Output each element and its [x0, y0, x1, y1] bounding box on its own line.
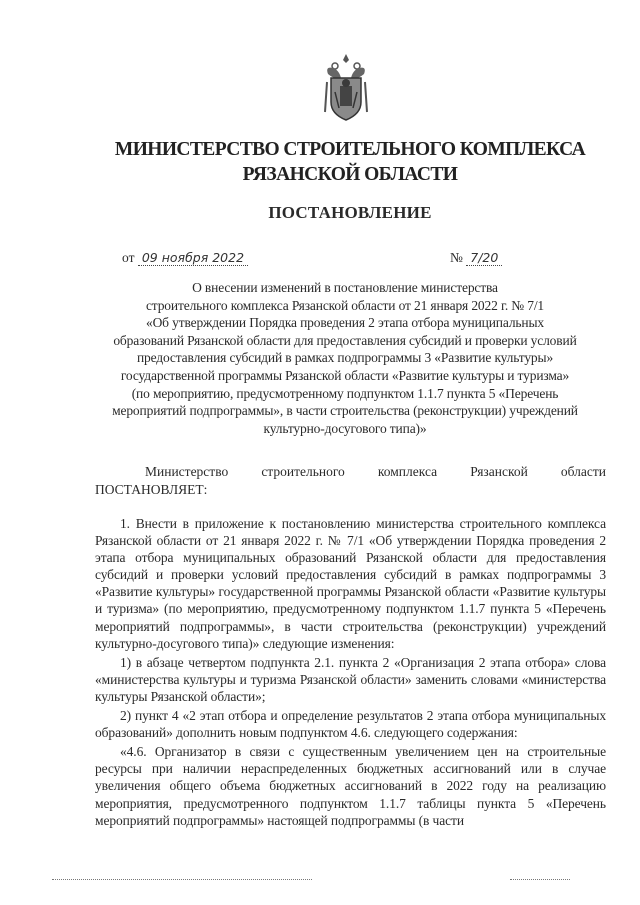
- footer-mark: [52, 878, 312, 880]
- number-prefix: №: [450, 250, 463, 265]
- body-paragraph: 2) пункт 4 «2 этап отбора и определение результатов 2 этапа отбора муниципальных образований» дополнить новым подпунктом 4.6. следующего содержания:: [95, 708, 606, 741]
- decree-line-ministry: Министерство строительного комплекса Рязанской области: [145, 464, 606, 479]
- subject-line: «Об утверждении Порядка проведения 2 этапа отбора муниципальных: [145, 315, 545, 331]
- decree-statement: [95, 463, 606, 498]
- document-number: [450, 250, 502, 266]
- ministry-title: [100, 137, 600, 187]
- ministry-title-line1: МИНИСТЕРСТВО СТРОИТЕЛЬНОГО КОМПЛЕКСА: [114, 139, 586, 160]
- subject-line: (по мероприятию, предусмотренному подпунктом 1.1.7 пункта 5 «Перечень: [131, 385, 559, 401]
- date-prefix: от: [122, 250, 135, 265]
- subject-line: О внесении изменений в постановление министерства: [192, 280, 498, 295]
- subject-line: образований Рязанской области для предоставления субсидий и проверки условий: [113, 332, 577, 348]
- decree-line-resolves: ПОСТАНОВЛЯЕТ:: [95, 481, 208, 497]
- subject-line: строительного комплекса Рязанской области от 21 января 2022 г. № 7/1: [145, 297, 545, 313]
- footer-mark: [510, 878, 570, 880]
- subject-line: культурно-досугового типа)»: [263, 420, 427, 436]
- ministry-title-line2: РЯЗАНСКОЙ ОБЛАСТИ: [242, 164, 458, 185]
- subject-line: мероприятий подпрограммы», в части строительства (реконструкции) учреждений: [112, 403, 578, 419]
- document-date: [122, 250, 248, 266]
- body-paragraph: 1) в абзаце четвертом подпункта 2.1. пункта 2 «Организация 2 этапа отбора» слова «министерства культуры и туризма Рязанской области» заменить словами «министерства культуры Рязанской области»;: [95, 654, 606, 704]
- date-handwritten: 09 ноября 2022: [138, 250, 248, 266]
- body-paragraph: 1. Внести в приложение к постановлению министерства строительного комплекса Рязанской области от 21 января 2022 г. № 7/1 «Об утверждении Порядка проведения 2 этапа отбора муниципальных образований Рязанской области для предоставления субсидий и проверки условий предоставления субсидий в рамках подпрограммы 3 «Развитие культуры» государственной программы Рязанской области «Развитие культуры и туризма» (по мероприятию, предусмотренному подпунктом 1.1.7 пункта 5 «Перечень мероприятий подпрограммы», в части строительства (реконструкции) учреждений культурно-досугового типа)» следующие изменения:: [95, 516, 606, 651]
- subject-line: государственной программы Рязанской области «Развитие культуры и туризма»: [120, 367, 570, 383]
- coat-of-arms-icon: [323, 52, 369, 124]
- subject-line: предоставления субсидий в рамках подпрограммы 3 «Развитие культуры»: [136, 350, 554, 366]
- number-handwritten: 7/20: [466, 250, 502, 266]
- document-type: ПОСТАНОВЛЕНИЕ: [268, 203, 432, 222]
- document-body: [95, 515, 606, 829]
- document-subject: [105, 279, 585, 437]
- body-paragraph: «4.6. Организатор в связи с существенным увеличением цен на строительные ресурсы при наличии нераспределенных бюджетных ассигнований или в случае увеличения общего объема бюджетных ассигнований в 2022 году на реализацию мероприятия, предусмотренного подпунктом 1.1.7 таблицы пункта 5 «Перечень мероприятий подпрограммы» настоящей подпрограммы (в части: [95, 744, 606, 828]
